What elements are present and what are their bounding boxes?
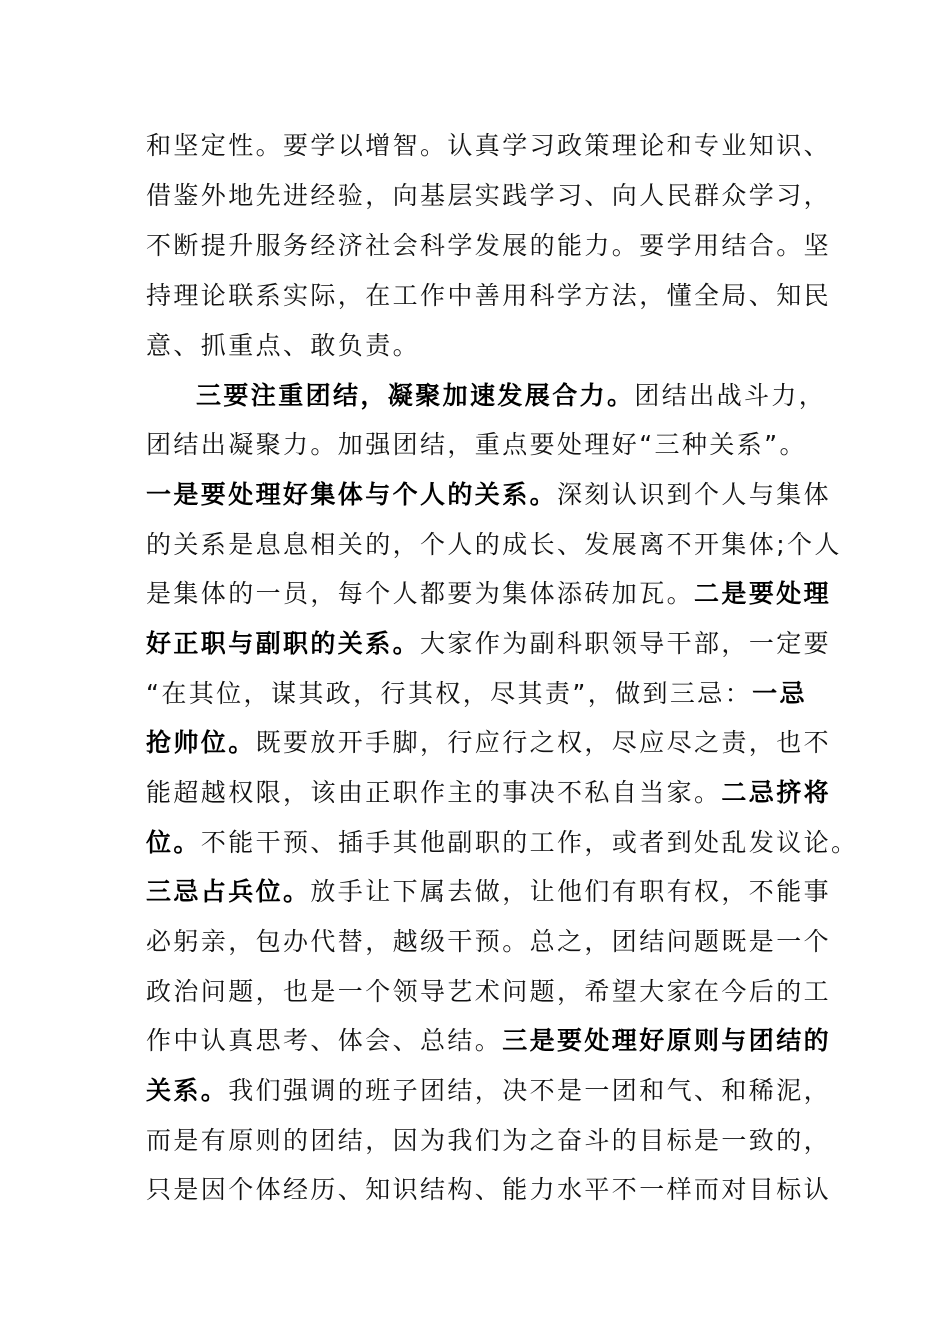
bold-phrase: 三是要处理好原则与团结的 — [502, 1026, 832, 1055]
text-segment: 团结出战斗力， — [634, 381, 827, 410]
text-segment: 能超越权限，该由正职作主的事决不私自当家。 — [146, 778, 722, 807]
text-line-14 — [146, 773, 836, 813]
text-segment: 是集体的一员，每个人都要为集体添砖加瓦。 — [146, 579, 695, 608]
text-segment: 借鉴外地先进经验，向基层实践学习、向人民群众学习， — [146, 181, 832, 210]
text-segment: 的关系是息息相关的，个人的成长、发展离不开集体;个人 — [146, 530, 842, 559]
text-line-12 — [146, 674, 836, 714]
bold-phrase: 二忌挤将 — [721, 778, 832, 807]
bold-phrase: 三忌占兵位。 — [146, 877, 311, 906]
text-line-15 — [146, 823, 859, 863]
bold-phrase: 好正职与副职的关系。 — [146, 629, 421, 658]
text-line-1 — [146, 126, 836, 166]
text-line-10 — [146, 574, 836, 614]
section-heading: 三要注重团结，凝聚加速发展合力。 — [196, 381, 635, 410]
text-line-11 — [146, 624, 836, 664]
text-segment: 既要放开手脚，行应行之权，尽应尽之责，也不 — [255, 728, 832, 757]
text-line-4 — [146, 276, 836, 316]
bold-phrase: 位。 — [146, 828, 201, 857]
text-line-19 — [146, 1021, 836, 1061]
text-line-22 — [146, 1170, 836, 1210]
text-segment: 政治问题，也是一个领导艺术问题，希望大家在今后的工 — [146, 977, 832, 1006]
paragraph-heading-line — [196, 376, 886, 416]
text-line-9 — [146, 525, 842, 565]
text-line-8 — [146, 475, 836, 515]
text-segment: 持理论联系实际，在工作中善用科学方法，懂全局、知民 — [146, 281, 832, 310]
text-line-13 — [146, 723, 836, 763]
text-segment: 不能干预、插手其他副职的工作，或者到处乱发议论。 — [200, 828, 859, 857]
text-segment: 必躬亲，包办代替，越级干预。总之，团结问题既是一个 — [146, 927, 832, 956]
text-segment: 我们强调的班子团结，决不是一团和气、和稀泥， — [228, 1076, 832, 1105]
text-line-21 — [146, 1121, 836, 1161]
text-line-17 — [146, 922, 836, 962]
bold-phrase: 关系。 — [146, 1076, 229, 1105]
bold-phrase: 一是要处理好集体与个人的关系。 — [146, 480, 558, 509]
text-segment: 放手让下属去做，让他们有职有权，不能事 — [310, 877, 832, 906]
text-line-16 — [146, 872, 836, 912]
text-segment: 不断提升服务经济社会科学发展的能力。要学用结合。坚 — [146, 231, 832, 260]
text-segment: “在其位，谋其政，行其权，尽其责”，做到三忌： — [146, 679, 753, 708]
text-segment: 只是因个体经历、知识结构、能力水平不一样而对目标认 — [146, 1175, 832, 1204]
text-segment: 作中认真思考、体会、总结。 — [146, 1026, 503, 1055]
text-segment: 而是有原则的团结，因为我们为之奋斗的目标是一致的， — [146, 1126, 832, 1155]
bold-phrase: 抢帅位。 — [146, 728, 256, 757]
text-line-7 — [146, 425, 836, 465]
bold-phrase: 一忌 — [752, 679, 807, 708]
text-line-2 — [146, 176, 836, 216]
text-segment: 深刻认识到个人与集体 — [557, 480, 832, 509]
text-line-18 — [146, 972, 836, 1012]
bold-phrase: 二是要处理 — [694, 579, 832, 608]
text-line-3 — [146, 226, 836, 266]
text-line-5 — [146, 326, 836, 366]
text-segment: 大家作为副科职领导干部，一定要 — [420, 629, 832, 658]
text-segment: 和坚定性。要学以增智。认真学习政策理论和专业知识、 — [146, 131, 832, 160]
text-segment: 意、抓重点、敢负责。 — [146, 331, 421, 360]
text-segment: 团结出凝聚力。加强团结，重点要处理好“三种关系”。 — [146, 430, 807, 459]
text-line-20 — [146, 1071, 836, 1111]
